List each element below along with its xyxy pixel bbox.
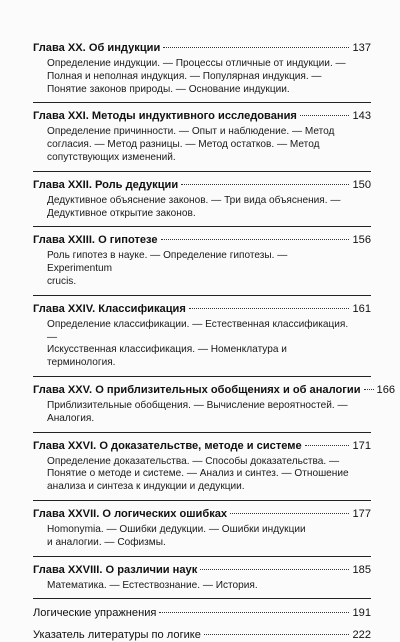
topic-line: Дедуктивное объяснение законов. — Три вида объяснения. —: [47, 194, 341, 206]
dot-leader: [200, 569, 349, 570]
topic-line: согласия. — Метод разницы. — Метод остатков. — Метод: [47, 139, 320, 151]
chapter-topics: [33, 250, 371, 288]
chapter-topics: [33, 195, 371, 221]
topic-line: Понятие о методе и системе. — Анализ и синтез. — Отношение: [47, 468, 349, 480]
dot-leader: [181, 184, 349, 185]
topic-line: Роль гипотез в науке. — Определение гипотезы. — Experimentum: [47, 250, 288, 275]
divider: [33, 295, 371, 296]
divider: [33, 556, 371, 557]
chapter-topics: [33, 456, 371, 494]
chapter-title: Глава XXV. О приблизительных обобщениях и об аналогии: [33, 383, 361, 396]
toc-entry-bibliography: [33, 628, 371, 642]
dot-leader: [189, 308, 350, 309]
topic-line: Определение причинности. — Опыт и наблюдение. — Метод: [47, 126, 335, 138]
divider: [33, 171, 371, 172]
page-number: 222: [352, 629, 371, 642]
chapter-topics: [33, 580, 371, 593]
toc-entry-ch21: [33, 109, 371, 164]
chapter-topics: [33, 58, 371, 96]
toc-entry-ch22: [33, 178, 371, 221]
page-number: 171: [352, 439, 371, 452]
dot-leader: [364, 389, 374, 390]
toc-entry-ch28: [33, 563, 371, 593]
toc-entry-ch24: [33, 302, 371, 370]
toc-entry-ch23: [33, 233, 371, 288]
topic-line: Определение индукции. — Процессы отличные от индукции. —: [47, 58, 346, 69]
dot-leader: [163, 47, 349, 48]
toc-entry-exercises: [33, 606, 371, 620]
topic-line: Полная и неполная индукция. — Популярная индукция. —: [47, 70, 322, 82]
divider: [33, 102, 371, 103]
divider: [33, 432, 371, 433]
chapter-topics: [33, 319, 371, 370]
toc-entry-ch25: [33, 383, 396, 426]
topic-line: и аналогии. — Софизмы.: [47, 536, 166, 548]
page-number: 185: [352, 563, 371, 576]
appendix-title: Логические упражнения: [33, 607, 157, 620]
dot-leader: [204, 634, 350, 635]
topic-line: сопутствующих изменений.: [47, 151, 176, 163]
topic-line: Определение доказательства. — Способы доказательства. —: [47, 455, 340, 467]
chapter-title: Глава XXI. Методы индуктивного исследования: [33, 110, 297, 123]
topic-line: Аналогия.: [47, 412, 95, 424]
dot-leader: [230, 513, 349, 514]
dot-leader: [300, 115, 350, 116]
page-number: 137: [352, 42, 371, 54]
topic-line: Приблизительные обобщения. — Вычисление вероятностей. —: [47, 399, 348, 411]
chapter-title: Глава XXII. Роль дедукции: [33, 178, 179, 191]
page-number: 191: [352, 607, 371, 620]
toc-entry-ch26: [33, 439, 371, 494]
topic-line: анализа и синтеза к индукции и дедукции.: [47, 481, 245, 493]
topic-line: crucis.: [47, 275, 77, 287]
divider: [33, 500, 371, 501]
topic-line: Понятие законов природы. — Основание индукции.: [47, 83, 290, 95]
topic-line: Определение классификации. — Естественная классификация. —: [47, 318, 349, 343]
page-number: 177: [352, 507, 371, 520]
appendix-title: Указатель литературы по логике: [33, 629, 201, 642]
dot-leader: [305, 445, 350, 446]
chapter-title: Глава XXIII. О гипотезе: [33, 234, 158, 247]
divider: [33, 598, 371, 599]
topic-line: Математика. — Естествознание. — История.: [47, 579, 258, 591]
topic-line: Искусственная классификация. — Номенклатура и терминология.: [47, 344, 287, 369]
toc-entry-ch20: [33, 41, 371, 96]
dot-leader: [159, 612, 349, 613]
page-number: 143: [352, 110, 371, 123]
chapter-title: Глава XXVII. О логических ошибках: [33, 507, 228, 520]
dot-leader: [161, 239, 350, 240]
chapter-title: Глава XXVIII. О различии наук: [33, 563, 198, 576]
chapter-topics: [33, 400, 371, 426]
chapter-title: Глава XXIV. Классификация: [33, 302, 186, 315]
divider: [33, 226, 371, 227]
chapter-topics: [33, 126, 371, 164]
chapter-title: Глава XX. Об индукции: [33, 42, 161, 54]
chapter-topics: [33, 524, 371, 550]
page-number: 166: [376, 383, 396, 396]
page-number: 150: [352, 178, 371, 191]
page-number: 161: [352, 302, 371, 315]
topic-line: Homonymia. — Ошибки дедукции. — Ошибки индукции: [47, 523, 306, 535]
toc-entry-ch27: [33, 507, 371, 550]
page-number: 156: [352, 234, 371, 247]
topic-line: Дедуктивное открытие законов.: [47, 207, 196, 219]
chapter-title: Глава XXVI. О доказательстве, методе и системе: [33, 439, 302, 452]
divider: [33, 376, 371, 377]
